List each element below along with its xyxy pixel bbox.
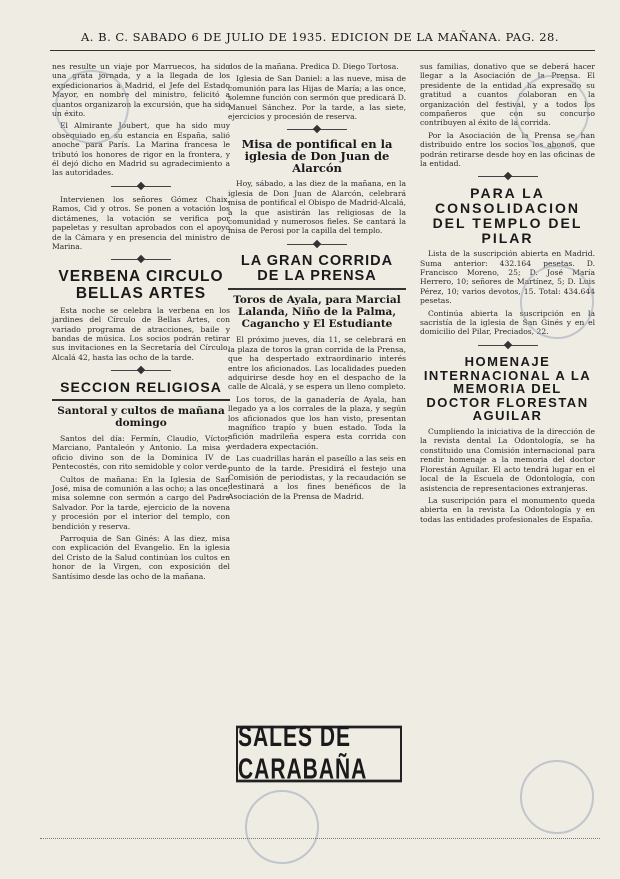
article-paragraph: sus familias, donativo que se deberá hacer llegar a la Asociación de la Prensa. El presidente de la entidad ha expresado su gratitud a cuantos colaboran en la organización del festival, y a todos los compañeros que con su concurso contribuyen al éxito de la corrida. xyxy=(420,62,595,128)
watermark-stamp xyxy=(505,745,609,849)
verbena-heading: VERBENA CIRCULO BELLAS ARTES xyxy=(58,268,224,302)
header-rule xyxy=(50,50,595,51)
toros-body: Los toros, de la ganadería de Ayala, han llegado ya a los corrales de la plaza, y según los aficionados que los han visto, presentan magnífico trapío y buen estado. Toda la afición madrileña espera esta corrida con verdadera expectación. xyxy=(228,394,406,451)
pilar-body: Continúa abierta la suscripción en la sacristía de la iglesia de San Ginés y en el domicilio del Pilar, Preciados, 22. xyxy=(420,308,595,337)
separator-ornament xyxy=(478,342,538,349)
separator-ornament xyxy=(111,367,171,374)
corrida-heading: LA GRAN CORRIDA DE LA PRENSA xyxy=(240,252,394,285)
toros-body: El próximo jueves, día 11, se celebrará en la plaza de toros la gran corrida de la Prensa, que ha despertado extraordinario interés entre los aficionados. Las localidades pueden adquirirse desde hoy en el despacho de la calle de Alcalá, y se espera un lleno completo. xyxy=(228,335,406,392)
pilar-body: Lista de la suscripción abierta en Madrid. Suma anterior: 432.164 pesetas. D. Francisco Moreno, 25; D. José María Herrero, 10; señores de Martínez, 5; D. Luis Pérez, 10; varios devotos, 15. Total: 434.644 pesetas. xyxy=(420,249,595,306)
misa-heading: Misa de pontifical en la iglesia de Don Juan de Alarcón xyxy=(241,137,393,176)
article-paragraph: Por la Asociación de la Prensa se han distribuido entre los socios los abonos, que podrán retirarse desde hoy en las oficinas de la entidad. xyxy=(420,130,595,169)
heading-rule xyxy=(52,399,230,401)
sales-de-carabana-ad: SALES DE CARABAÑA xyxy=(236,726,402,783)
cultos-body: Cultos de mañana: En la Iglesia de San José, misa de comunión a las ocho; a las once, misa solemne con sermón a cargo del Padre Salvador. Por la tarde, ejercicio de la novena y procesión por el interior del templo, con bendición y reserva. xyxy=(52,474,230,531)
santoral-heading: Santoral y cultos de mañana domingo xyxy=(57,404,225,429)
separator-ornament xyxy=(111,183,171,190)
santoral-body: Santos del día: Fermín, Claudio, Víctor, Marciano, Pantaleón y Antonio. La misa y oficio divino son de la Dominica IV de Pentecostés, con rito semidoble y color verde. xyxy=(52,433,230,472)
separator-ornament xyxy=(111,256,171,263)
toros-heading: Toros de Ayala, para Marcial Lalanda, Niño de la Palma, Cagancho y El Estudiante xyxy=(233,294,401,331)
homenaje-body: La suscripción para el monumento queda abierta en la revista La Odontología y en todas las entidades profesionales de España. xyxy=(420,495,595,524)
seccion-religiosa-heading: SECCION RELIGIOSA xyxy=(60,379,222,396)
misa-body: Hoy, sábado, a las diez de la mañana, en la iglesia de Don Juan de Alarcón, celebrará misa de pontifical el Obispo de Madrid-Alcalá, a la que asistirán las religiosas de la comunidad y numerosos fieles. Se cantará la misa de Perosi por la capilla del templo. xyxy=(228,179,406,236)
homenaje-body: Cumpliendo la iniciativa de la dirección de la revista dental La Odontología, se ha constituido una Comisión internacional para rendir homenaje a la memoria del doctor Florestán Aguilar. El acto tendrá lugar en el local de la Escuela de Odontología, con asistencia de representaciones extranjeras. xyxy=(420,427,595,493)
heading-rule xyxy=(228,288,406,290)
article-paragraph: Intervienen los señores Gómez Chaix, Ramos, Cid y otros. Se ponen a votación los dictámenes, la votación se verifica por papeletas y resultan aprobados con el apoyo de la Cámara y en presencia del ministro de Marina. xyxy=(52,194,230,251)
watermark-stamp xyxy=(230,775,334,879)
separator-ornament xyxy=(287,241,347,248)
separator-ornament xyxy=(478,173,538,180)
article-paragraph: dos de la mañana. Predica D. Diego Tortosa. xyxy=(228,62,399,71)
article-paragraph: Iglesia de San Daniel: a las nueve, misa de comunión para las Hijas de María; a las once, solemne función con sermón que predicará D. Manuel Sánchez. Por la tarde, a las siete, ejercicios y procesión de reserva. xyxy=(228,74,406,122)
page-header: A. B. C. SABADO 6 DE JULIO DE 1935. EDICION DE LA MAÑANA. PAG. 28. xyxy=(81,30,559,44)
article-paragraph: nes resulte un viaje por Marruecos, ha sido una grata jornada, y a la llegada de los expedicionarios a Madrid, el Jefe del Estado Mayor, en nombre del ministro, felicitó a cuantos organizaron la excursión, que ha sido un éxito. xyxy=(52,62,230,119)
page-footer-rule xyxy=(40,838,600,845)
parroquia-body: Parroquia de San Ginés: A las diez, misa con explicación del Evangelio. En la iglesia del Cristo de la Salud continúan los cultos en honor de la Virgen, con exposición del Santísimo desde las ocho de la mañana. xyxy=(52,534,230,581)
verbena-body: Esta noche se celebra la verbena en los jardines del Círculo de Bellas Artes, con variado programa de atracciones, baile y bandas de música. Los socios podrán retirar sus invitaciones en la Secretaría del Círculo, Alcalá 42, hasta las ocho de la tarde. xyxy=(52,305,230,362)
column-2 xyxy=(228,62,406,504)
homenaje-heading: HOMENAJE INTERNACIONAL A LA MEMORIA DEL DOCTOR FLORESTAN AGUILAR xyxy=(423,353,592,424)
toros-body: Las cuadrillas harán el paseíllo a las seis en punto de la tarde. Presidirá el festejo una Comisión de periodistas, y la recaudación se destinará a los fines benéficos de la Asociación de la Prensa de Madrid. xyxy=(228,454,406,501)
article-paragraph: El Almirante Joubert, que ha sido muy obsequiado en su estancia en España, salió anoche para París. La Marina francesa le tributó los honores de rigor en la frontera, y él dejó dicho en Madrid su agradecimiento a las autoridades. xyxy=(52,121,230,178)
separator-ornament xyxy=(287,126,347,133)
pilar-heading: PARA LA CONSOLIDACION DEL TEMPLO DEL PILAR xyxy=(432,185,583,246)
